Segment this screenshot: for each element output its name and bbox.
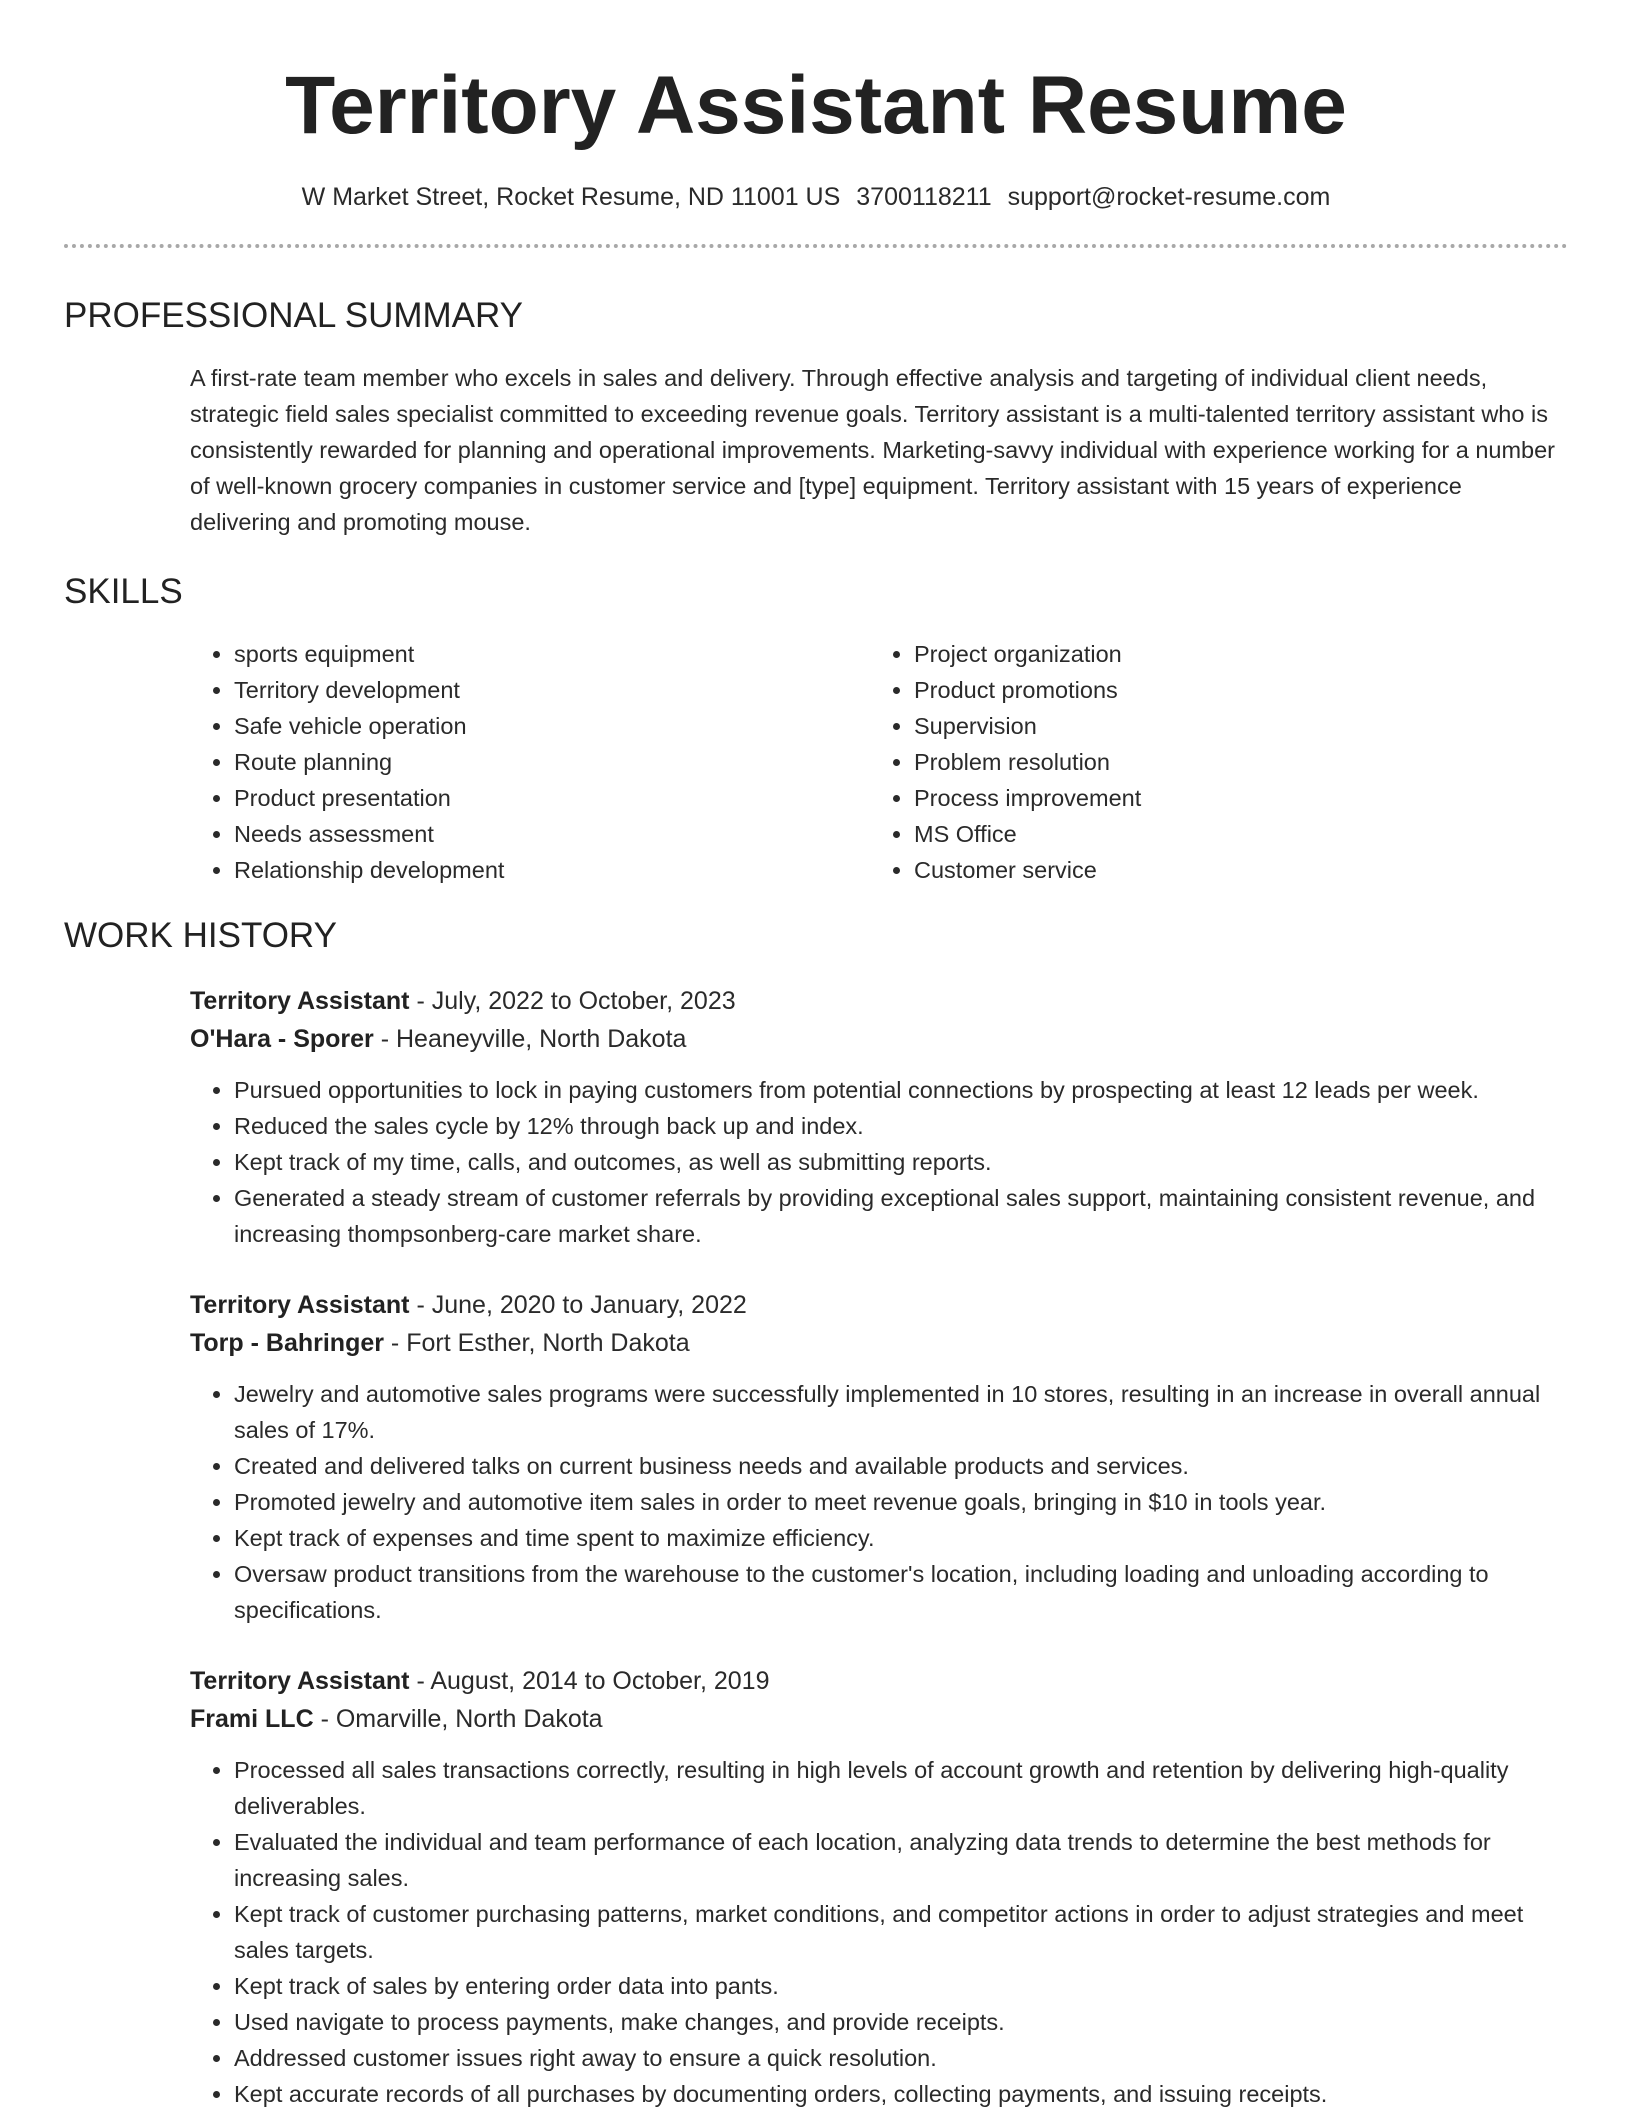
header-divider	[64, 244, 1568, 248]
summary-heading: PROFESSIONAL SUMMARY	[64, 296, 523, 335]
job-entry	[190, 982, 1568, 1252]
skill-item: • Needs assessment	[234, 816, 870, 852]
skills-list	[190, 636, 1568, 888]
job-title: Territory Assistant	[190, 1667, 410, 1695]
job-company: O'Hara - Sporer	[190, 1025, 374, 1053]
job-title-line	[190, 982, 1568, 1020]
job-entry	[190, 1286, 1568, 1628]
job-dates: - June, 2020 to January, 2022	[409, 1291, 747, 1319]
job-bullets	[190, 1072, 1568, 1252]
job-bullet: • Used navigate to process payments, make changes, and provide receipts.	[234, 2004, 1568, 2040]
job-bullet: • Addressed customer issues right away to ensure a quick resolution.	[234, 2040, 1568, 2076]
job-bullet: • Oversaw product transitions from the warehouse to the customer's location, including loading and unloading according to specifications.	[234, 1556, 1568, 1628]
job-company-line	[190, 1700, 1568, 1738]
job-bullet: • Evaluated the individual and team performance of each location, analyzing data trends to determine the best methods for increasing sales.	[234, 1824, 1568, 1896]
job-company-line	[190, 1020, 1568, 1058]
skill-item: • Product promotions	[914, 672, 1141, 708]
job-location: - Heaneyville, North Dakota	[373, 1025, 687, 1053]
job-bullet: • Reduced the sales cycle by 12% through back up and index.	[234, 1108, 1568, 1144]
skill-item: • Problem resolution	[914, 744, 1141, 780]
job-bullet: • Kept track of expenses and time spent to maximize efficiency.	[234, 1520, 1568, 1556]
contact-phone: 3700118211	[856, 183, 992, 211]
job-dates: - August, 2014 to October, 2019	[409, 1667, 770, 1695]
job-title: Territory Assistant	[190, 987, 410, 1015]
skill-item: • sports equipment	[234, 636, 870, 672]
job-company: Frami LLC	[190, 1705, 314, 1733]
skill-item: • Product presentation	[234, 780, 870, 816]
skill-item: • Relationship development	[234, 852, 870, 888]
skill-item: • Safe vehicle operation	[234, 708, 870, 744]
contact-line	[64, 180, 1568, 214]
work-history-heading: WORK HISTORY	[64, 916, 337, 955]
skills-left-column	[190, 636, 870, 888]
skill-item: • Supervision	[914, 708, 1141, 744]
skill-item: • Process improvement	[914, 780, 1141, 816]
summary-text: A first-rate team member who excels in sales and delivery. Through effective analysis and targeting of individual client needs, strategic field sales specialist committed to exceeding revenue goals. Territory assistant is a multi-talented territory assistant who is consistently rewarded for planning and operational improvements. Marketing-savvy individual with experience working for a number of well-known grocery companies in customer service and [type] equipment. Territory assistant with 15 years of experience delivering and promoting mouse.	[190, 365, 1555, 535]
job-bullet: • Generated a steady stream of customer referrals by providing exceptional sales support, maintaining consistent revenue, and increasing thompsonberg-care market share.	[234, 1180, 1568, 1252]
resume-title: Territory Assistant Resume	[285, 60, 1347, 151]
skill-item: • Customer service	[914, 852, 1141, 888]
skills-right-column	[870, 636, 1141, 888]
job-bullet: • Kept track of my time, calls, and outcomes, as well as submitting reports.	[234, 1144, 1568, 1180]
job-company: Torp - Bahringer	[190, 1329, 384, 1357]
job-bullet: • Kept track of customer purchasing patterns, market conditions, and competitor actions in order to adjust strategies and meet sales targets.	[234, 1896, 1568, 1968]
job-bullet: • Kept track of sales by entering order data into pants.	[234, 1968, 1568, 2004]
job-title: Territory Assistant	[190, 1291, 410, 1319]
job-bullet: • Kept accurate records of all purchases by documenting orders, collecting payments, and issuing receipts.	[234, 2076, 1568, 2112]
job-bullet: • Promoted jewelry and automotive item sales in order to meet revenue goals, bringing in $10 in tools year.	[234, 1484, 1568, 1520]
job-bullet: • Created and delivered talks on current business needs and available products and services.	[234, 1448, 1568, 1484]
skill-item: • Route planning	[234, 744, 870, 780]
job-bullets	[190, 1376, 1568, 1628]
contact-email: support@rocket-resume.com	[1007, 183, 1331, 211]
skill-item: • Project organization	[914, 636, 1141, 672]
job-title-line	[190, 1286, 1568, 1324]
job-entry	[190, 1662, 1568, 2112]
contact-address: W Market Street, Rocket Resume, ND 11001 US	[301, 183, 841, 211]
skills-heading: SKILLS	[64, 572, 183, 611]
job-bullets	[190, 1752, 1568, 2112]
skill-item: • Territory development	[234, 672, 870, 708]
job-location: - Omarville, North Dakota	[313, 1705, 603, 1733]
job-bullet: • Pursued opportunities to lock in paying customers from potential connections by prospecting at least 12 leads per week.	[234, 1072, 1568, 1108]
job-location: - Fort Esther, North Dakota	[383, 1329, 690, 1357]
skill-item: • MS Office	[914, 816, 1141, 852]
job-title-line	[190, 1662, 1568, 1700]
job-bullet: • Processed all sales transactions correctly, resulting in high levels of account growth and retention by delivering high-quality deliverables.	[234, 1752, 1568, 1824]
resume-page	[64, 0, 1568, 2112]
job-bullet: • Jewelry and automotive sales programs were successfully implemented in 10 stores, resulting in an increase in overall annual sales of 17%.	[234, 1376, 1568, 1448]
job-company-line	[190, 1324, 1568, 1362]
job-dates: - July, 2022 to October, 2023	[409, 987, 736, 1015]
